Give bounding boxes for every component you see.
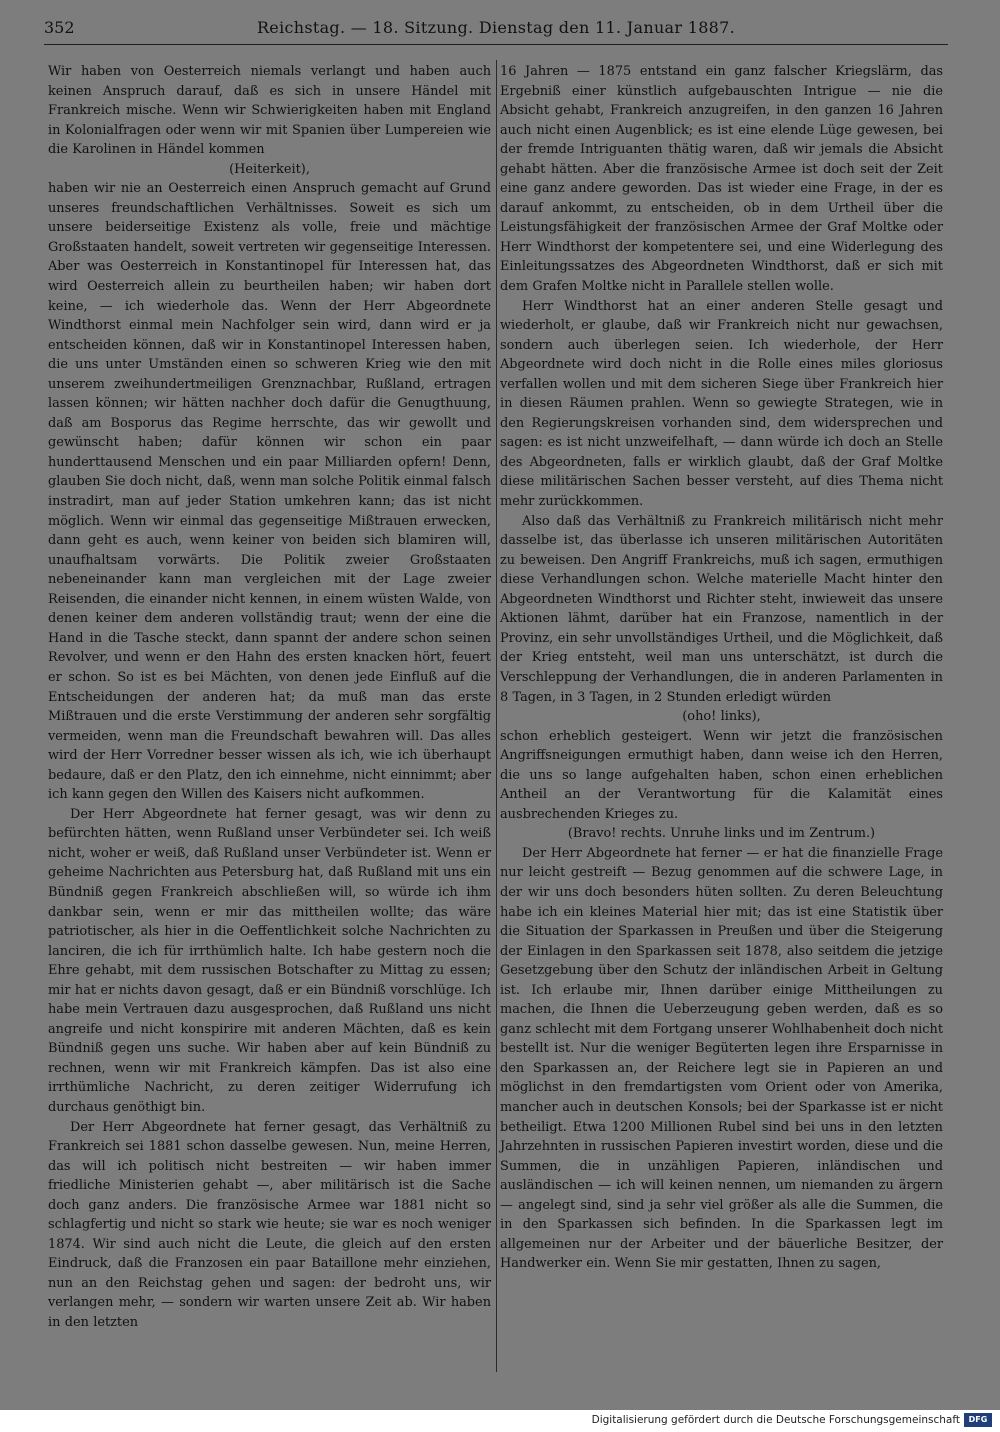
right-column — [500, 62, 943, 1274]
paragraph: Der Herr Abgeordnete hat ferner — er hat die finanzielle Frage nur leicht gestreift — Bezug genommen auf die schwere Lage, in der wir uns doch besonders hüten sollten. Zu deren Beleuchtung habe ich ein kleines Material hier mit; das ist eine Statistik über die Situation der Sparkassen in Preußen und über die Steigerung der Einlagen in den Sparkassen seit 1878, also seitdem die jetzige Gesetzgebung über den Schutz der inländischen Arbeit in Geltung ist. Ich erlaube mir, Ihnen darüber einige Mittheilungen zu machen, die Ihnen die Ueberzeugung geben werden, daß es so ganz schlecht mit dem Fortgang unserer Wohlhabenheit doch nicht bestellt ist. Nur die weniger Begüterten legen ihre Ersparnisse in den Sparkassen an, der Reichere legt sie in Papieren an und möglichst in den fremdartigsten vom Orient oder von Amerika, mancher auch in deutschen Konsols; bei der Sparkasse ist er nicht betheiligt. Etwa 1200 Millionen Rubel sind bei uns in den letzten Jahrzehnten in russischen Papieren investirt worden, diese und die Summen, die in unzähligen Papieren, inländischen und ausländischen — ich will keinen nennen, um niemanden zu ärgern — angelegt sind, sind ja sehr viel größer als alle die Summen, die in den Sparkassen sich befinden. In die Sparkassen legt im allgemeinen nur der Arbeiter und der bäuerliche Besitzer, der Handwerker ein. Wenn Sie mir gestatten, Ihnen zu sagen, — [500, 845, 943, 1272]
paragraph: Der Herr Abgeordnete hat ferner gesagt, das Verhältniß zu Frankreich sei 1881 schon dasselbe gewesen. Nun, meine Herren, das will ich politisch nicht bestreiten — wir haben immer friedliche Ministerien gehabt —, aber militärisch ist die Sache doch ganz anders. Die französische Armee war 1881 nicht so schlagfertig und nicht so stark wie heute; sie war es noch weniger 1874. Wir sind auch nicht die Leute, die gleich auf den ersten Eindruck, daß die Franzosen ein paar Bataillone mehr einziehen, nun an den Reichstag gehen und sagen: der bedroht uns, wir verlangen mehr, — sondern wir warten unsere Zeit ab. Wir haben in den letzten — [48, 1119, 491, 1330]
paragraph: Wir haben von Oesterreich niemals verlangt und haben auch keinen Anspruch darauf, daß es sich in unsere Händel mit Frankreich mische. Wenn wir Schwierigkeiten haben mit England in Kolonialfragen oder wenn wir mit Spanien über Lumpereien wie die Karolinen in Händel kommen — [48, 64, 491, 158]
interjection: (oho! links), — [682, 709, 761, 725]
page-number: 352 — [44, 18, 75, 37]
left-column — [48, 62, 491, 1333]
column-divider — [496, 60, 497, 1372]
paragraph: Der Herr Abgeordnete hat ferner gesagt, was wir denn zu befürchten hätten, wenn Rußland unser Verbündeter sei. Ich weiß nicht, woher er weiß, daß Rußland unser Verbündeter ist. Wenn er geheime Nachrichten aus Petersburg hat, daß Rußland mit uns ein Bündniß gegen Frankreich abschließen will, so würde ich ihm dankbar sein, wenn er mir das mittheilen wollte; das wäre patriotischer, als hier in die Oeffentlichkeit solche Nachrichten zu lanciren, die ich für irrthümlich halte. Ich habe gestern noch die Ehre gehabt, mit dem russischen Botschafter zu Mittag zu essen; mir hat er nichts davon gesagt, daß er ein Bündniß vorschlüge. Ich habe mein Vertrauen dazu ausgesprochen, daß Rußland uns nicht angreife und nicht konspirire mit anderen Mächten, daß es kein Bündniß gegen uns suche. Wir haben aber auf kein Bündniß zu rechnen, wenn wir mit Frankreich kämpfen. Das ist also eine irrthümliche Nachricht, zu deren zeitiger Widerrufung ich durchaus genöthigt bin. — [48, 806, 491, 1115]
paragraph: haben wir nie an Oesterreich einen Anspruch gemacht auf Grund unseres freundschaftlichen Verhältnisses. Soweit es sich um unsere beiderseitige Existenz als volle, freie und mächtige Großstaaten handelt, soweit vertreten wir gegenseitige Interessen. Aber was Oesterreich in Konstantinopel für Interessen hat, das wird Oesterreich allein zu beurtheilen haben; wir haben dort keine, — ich wiederhole das. Wenn der Herr Abgeordnete Windthorst einmal mein Nachfolger sein wird, dann wird er ja entscheiden können, daß wir in Konstantinopel Interessen haben, die uns unter Umständen einen so schweren Krieg wie den mit unserem zweihundertmeiligen Grenznachbar, Rußland, ertragen lassen können; wir hätten nachher doch dafür die Genugthuung, daß am Bosporus das Regime herrschte, das wir gewollt und gewünscht haben; dafür können wir schon ein paar hunderttausend Menschen und ein paar Milliarden opfern! Denn, glauben Sie doch nicht, daß, wenn man solche Politik einmal falsch instradirt, man auf jeder Station umkehren kann; das ist nicht möglich. Wenn wir einmal das gegenseitige Mißtrauen erwecken, dann geht es auch, wenn keiner von beiden sich blamiren will, unaufhaltsam vorwärts. Die Politik zweier Großstaaten nebeneinander kann man vergleichen mit der Lage zweier Reisenden, die einander nicht kennen, in einem wüsten Walde, von denen keiner dem anderen vollständig traut; wenn der eine die Hand in die Tasche steckt, dann spannt der andere schon seinen Revolver, und wenn er den Hahn des ersten knacken hört, feuert er schon. So ist es bei Mächten, von denen jede Einfluß auf die Entscheidungen der anderen hat; da muß man das erste Mißtrauen und die erste Verstimmung der anderen sehr sorgfältig vermeiden, wenn man die Freundschaft bewahren will. Das alles wird der Herr Vorredner besser wissen als ich, wie ich überhaupt bedaure, daß er den Platz, den ich einnehme, nicht einnimmt; aber ich kann gegen den Willen des Kaisers nicht aufkommen. — [48, 181, 491, 803]
running-head: Reichstag. — 18. Sitzung. Dienstag den 11. Januar 1887. — [256, 18, 736, 37]
dfg-logo: DFG — [964, 1413, 992, 1427]
paragraph: schon erheblich gesteigert. Wenn wir jetzt die französischen Angriffsneigungen ermuthigt haben, dann weise ich den Herren, die uns so lange aufgehalten haben, schon einen erheblichen Antheil an der Verantwortung für die Kalamität eines ausbrechenden Krieges zu. — [500, 728, 943, 822]
interjection: (Bravo! rechts. Unruhe links und im Zentrum.) — [567, 826, 876, 842]
footer-bar — [0, 1410, 1000, 1432]
paragraph: Herr Windthorst hat an einer anderen Stelle gesagt und wiederholt, er glaube, daß wir Frankreich nicht nur gewachsen, sondern auch überlegen seien. Ich wiederhole, der Herr Abgeordnete wird doch nicht in die Rolle eines miles gloriosus verfallen wollen und mit dem sicheren Siege über Frankreich hier in diesen Räumen prahlen. Wenn so gewiegte Strategen, wie in den Regierungskreisen vorhanden sind, dem widersprechen und sagen: es ist nicht unzweifelhaft, — dann würde ich doch an Stelle des Abgeordneten, falls er wirklich glaubt, daß der Graf Moltke diese militärischen Sachen besser versteht, auf dies Thema nicht mehr zurückkommen. — [500, 298, 943, 510]
paragraph: Also daß das Verhältniß zu Frankreich militärisch nicht mehr dasselbe ist, das überlasse ich unseren militärischen Autoritäten zu beweisen. Den Angriff Frankreichs, muß ich sagen, ermuthigen diese Verhandlungen schon. Welche materielle Macht hinter den Abgeordneten Windthorst und Richter steht, inwieweit das unsere Aktionen lähmt, darüber hat ein Franzose, namentlich in der Provinz, ein sehr unvollständiges Urtheil, und die Möglichkeit, daß der Krieg entsteht, weil man uns unterschätzt, ist durch die Verschleppung der Verhandlungen, die in anderen Parlamenten in 8 Tagen, in 3 Tagen, in 2 Stunden erledigt würden — [500, 513, 943, 705]
paragraph: 16 Jahren — 1875 entstand ein ganz falscher Kriegslärm, das Ergebniß einer künstlich aufgebauschten Intrigue — nie die Absicht gehabt, Frankreich anzugreifen, in den ganzen 16 Jahren auch nicht einen Augenblick; es ist eine elende Lüge gewesen, bei der fremde Intriguanten thätig waren, daß wir jemals die Absicht gehabt hätten. Aber die französische Armee ist doch seit der Zeit eine ganz andere geworden. Das ist wieder eine Frage, in der es darauf ankommt, zu entscheiden, ob in dem Urtheil über die Leistungsfähigkeit der französischen Armee der Graf Moltke oder Herr Windthorst der kompetentere sei, und eine Widerlegung des Einleitungssatzes des Abgeordneten Windthorst, daß er sich mit dem Grafen Moltke nicht in Parallele stellen wolle. — [500, 64, 943, 295]
page-header — [44, 14, 948, 45]
footer-credit: Digitalisierung gefördert durch die Deutsche Forschungsgemeinschaft — [591, 1414, 960, 1426]
interjection: (Heiterkeit), — [229, 161, 310, 177]
